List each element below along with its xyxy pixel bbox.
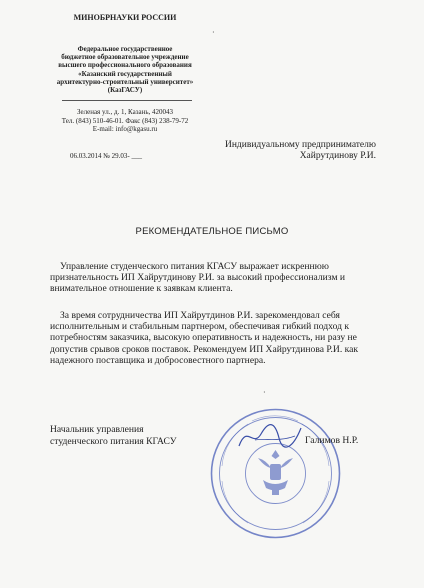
recipient-title: Индивидуальному предпринимателю xyxy=(224,140,376,150)
body-paragraph-2: За время сотрудничества ИП Хайрутдинов Р.И. зарекомендовал себя исполнительным и стабильным партнером, обеспечивая гибкий подход к потребностям заказчика, высокую оперативность и надежность, ни разу не допустив срывов сроков поставок. Рекомендуем ИП Хайрутдинова Р.И. как надежного поставщика и добросовестного партнера. xyxy=(50,310,359,366)
handwritten-signature xyxy=(235,418,305,454)
org-line: архитектурно-строительный университет» xyxy=(56,77,194,86)
organization-block xyxy=(40,45,210,94)
org-line: высшего профессионального образования xyxy=(58,61,192,70)
signatory-position xyxy=(50,424,177,448)
org-line: Федеральное государственное xyxy=(77,45,173,53)
scan-speck: · xyxy=(212,28,215,37)
org-line: «Казанский государственный xyxy=(78,69,172,78)
recipient-block xyxy=(225,140,376,162)
recipient-name: Хайрутдинову Р.И. xyxy=(299,151,376,161)
address-line: Зеленая ул., д. 1, Казань, 420043 xyxy=(76,108,174,116)
eagle-emblem-icon xyxy=(258,450,293,495)
email-line: E-mail: info@kgasu.ru xyxy=(92,125,158,133)
position-line: Начальник управления xyxy=(50,424,144,435)
address-line: Тел. (843) 510-46-01. Факс (843) 238-79-72 xyxy=(61,116,189,125)
letter-date: 06.03.2014 № 29.03- ___ xyxy=(70,152,143,160)
org-line: (КазГАСУ) xyxy=(107,86,143,95)
header-divider xyxy=(62,100,192,101)
body-paragraph-1: Управление студенческого питания КГАСУ выражает искреннюю признательность ИП Хайрутдинову Р.И. за высокий профессионализм и внимательное отношение к заявкам клиента. xyxy=(50,261,346,295)
scan-speck: · xyxy=(263,388,266,397)
ministry-name: МИНОБРНАУКИ РОССИИ xyxy=(73,13,177,22)
signatory-name: Галимов Н.Р. xyxy=(305,435,359,446)
org-line: бюджетное образовательное учреждение xyxy=(61,53,189,62)
letter-title: РЕКОМЕНДАТЕЛЬНОЕ ПИСЬМО xyxy=(135,226,289,237)
address-block xyxy=(40,108,210,134)
position-line: студенческого питания КГАСУ xyxy=(50,436,177,447)
